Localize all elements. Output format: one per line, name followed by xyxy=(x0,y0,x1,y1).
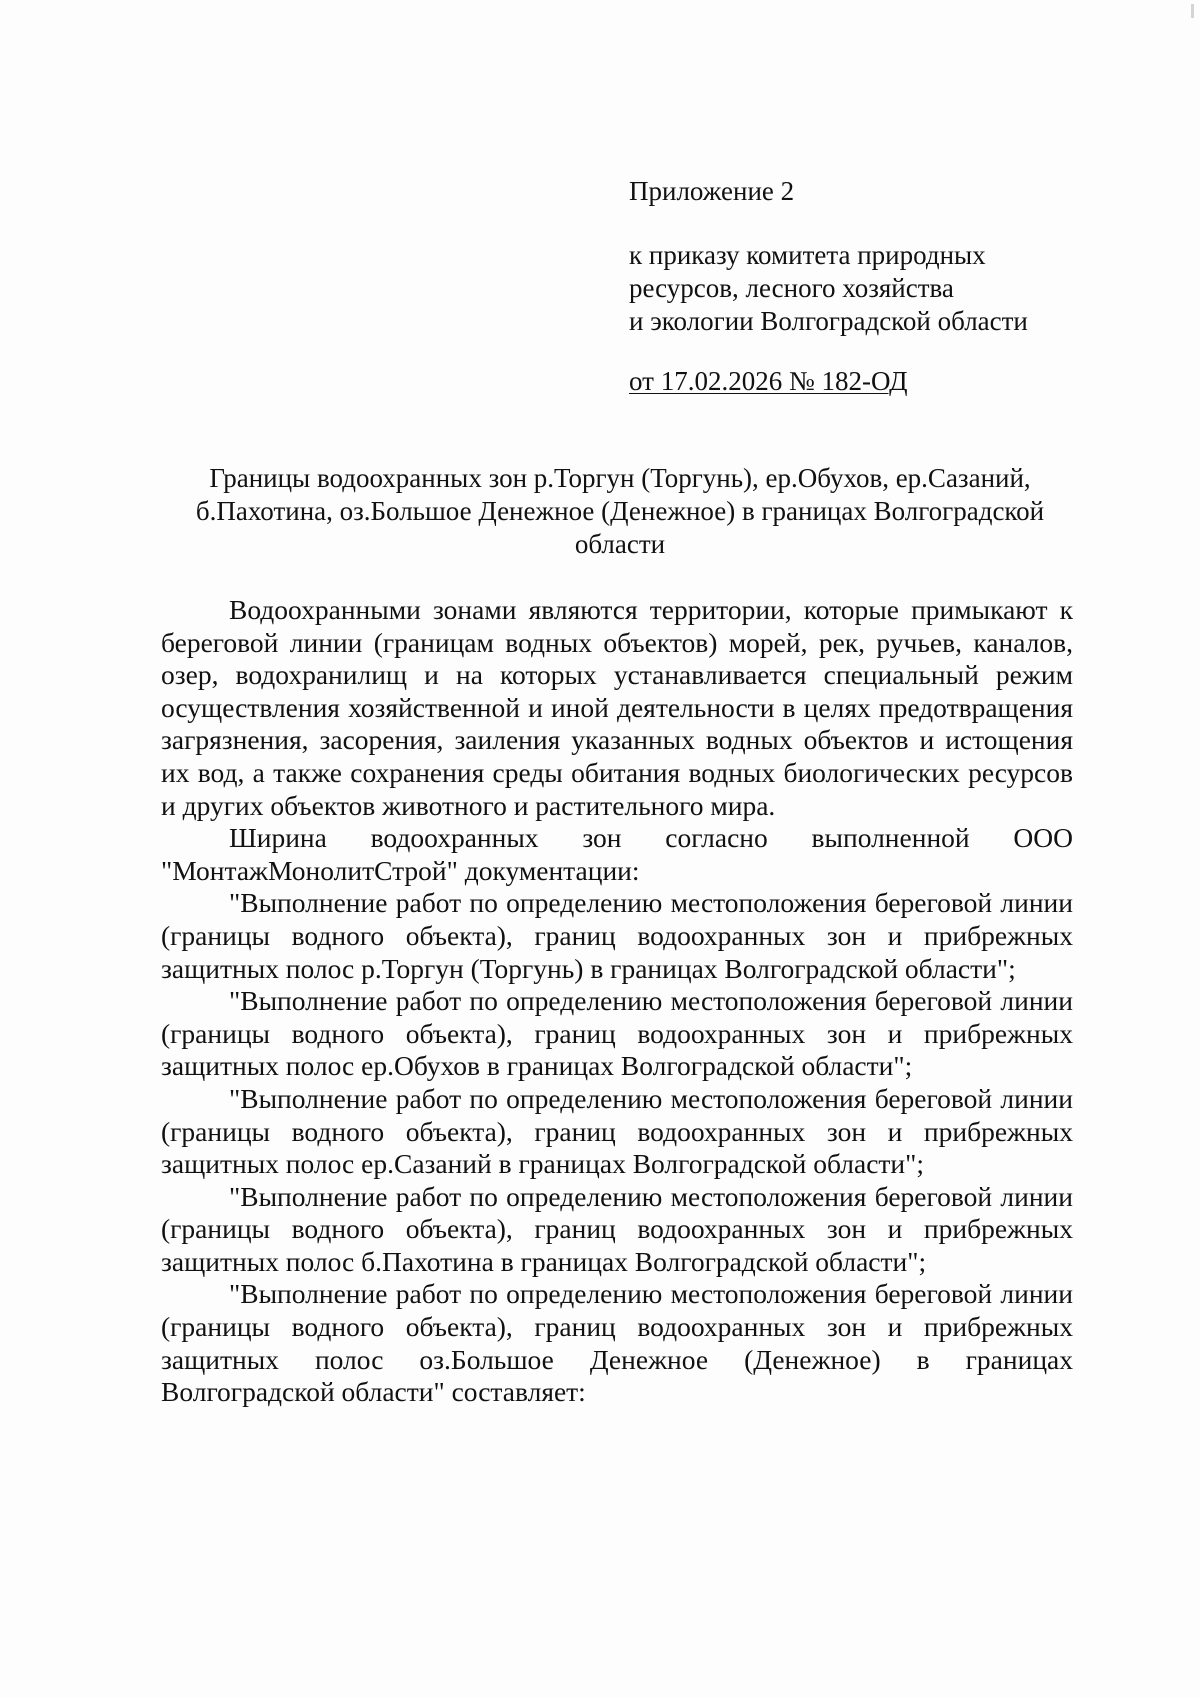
annex-reference-line: ресурсов, лесного хозяйства xyxy=(629,273,954,303)
order-date-number: от 17.02.2026 № 182-ОД xyxy=(629,366,908,396)
heading-line: Границы водоохранных зон р.Торгун (Торгунь), ер.Обухов, ер.Сазаний, xyxy=(209,463,1031,493)
annex-reference xyxy=(629,239,1028,338)
scan-edge-mark xyxy=(1191,4,1194,18)
annex-block xyxy=(629,175,1149,396)
paragraph-width-intro: Ширина водоохранных зон согласно выполненной ООО "МонтажМонолитСтрой" документации: xyxy=(161,822,1073,886)
heading-line: области xyxy=(574,529,666,559)
paragraph-work-denezhnoe: "Выполнение работ по определению местоположения береговой линии (границы водного объекта), границ водоохранных зон и прибрежных защитных полос оз.Большое Денежное (Денежное) в границах Волгоградской области" составляет: xyxy=(161,1278,1073,1408)
paragraph-definition: Водоохранными зонами являются территории, которые примыкают к береговой линии (границам водных объектов) морей, рек, ручьев, каналов, озер, водохранилищ и на которых устанавливается специальный режим осуществления хозяйственной и иной деятельности в целях предотвращения загрязнения, засорения, заиления указанных водных объектов и истощения их вод, а также сохранения среды обитания водных биологических ресурсов и других объектов животного и растительного мира. xyxy=(161,594,1073,821)
paragraph-work-sazaniy: "Выполнение работ по определению местоположения береговой линии (границы водного объекта), границ водоохранных зон и прибрежных защитных полос ер.Сазаний в границах Волгоградской области"; xyxy=(161,1082,1073,1180)
document-body xyxy=(161,594,1073,1409)
paragraph-work-obukhov: "Выполнение работ по определению местоположения береговой линии (границы водного объекта), границ водоохранных зон и прибрежных защитных полос ер.Обухов в границах Волгоградской области"; xyxy=(161,985,1073,1082)
annex-reference-line: к приказу комитета природных xyxy=(629,240,986,270)
annex-reference-line: и экологии Волгоградской области xyxy=(629,306,1028,336)
paragraph-work-torgun: "Выполнение работ по определению местоположения береговой линии (границы водного объекта), границ водоохранных зон и прибрежных защитных полос р.Торгун (Торгунь) в границах Волгоградской области"; xyxy=(161,887,1073,984)
heading-line: б.Пахотина, оз.Большое Денежное (Денежное) в границах Волгоградской xyxy=(195,496,1045,526)
document-heading xyxy=(160,462,1080,561)
annex-title: Приложение 2 xyxy=(629,176,795,206)
paragraph-work-pakhotina: "Выполнение работ по определению местоположения береговой линии (границы водного объекта), границ водоохранных зон и прибрежных защитных полос б.Пахотина в границах Волгоградской области"; xyxy=(161,1180,1073,1277)
